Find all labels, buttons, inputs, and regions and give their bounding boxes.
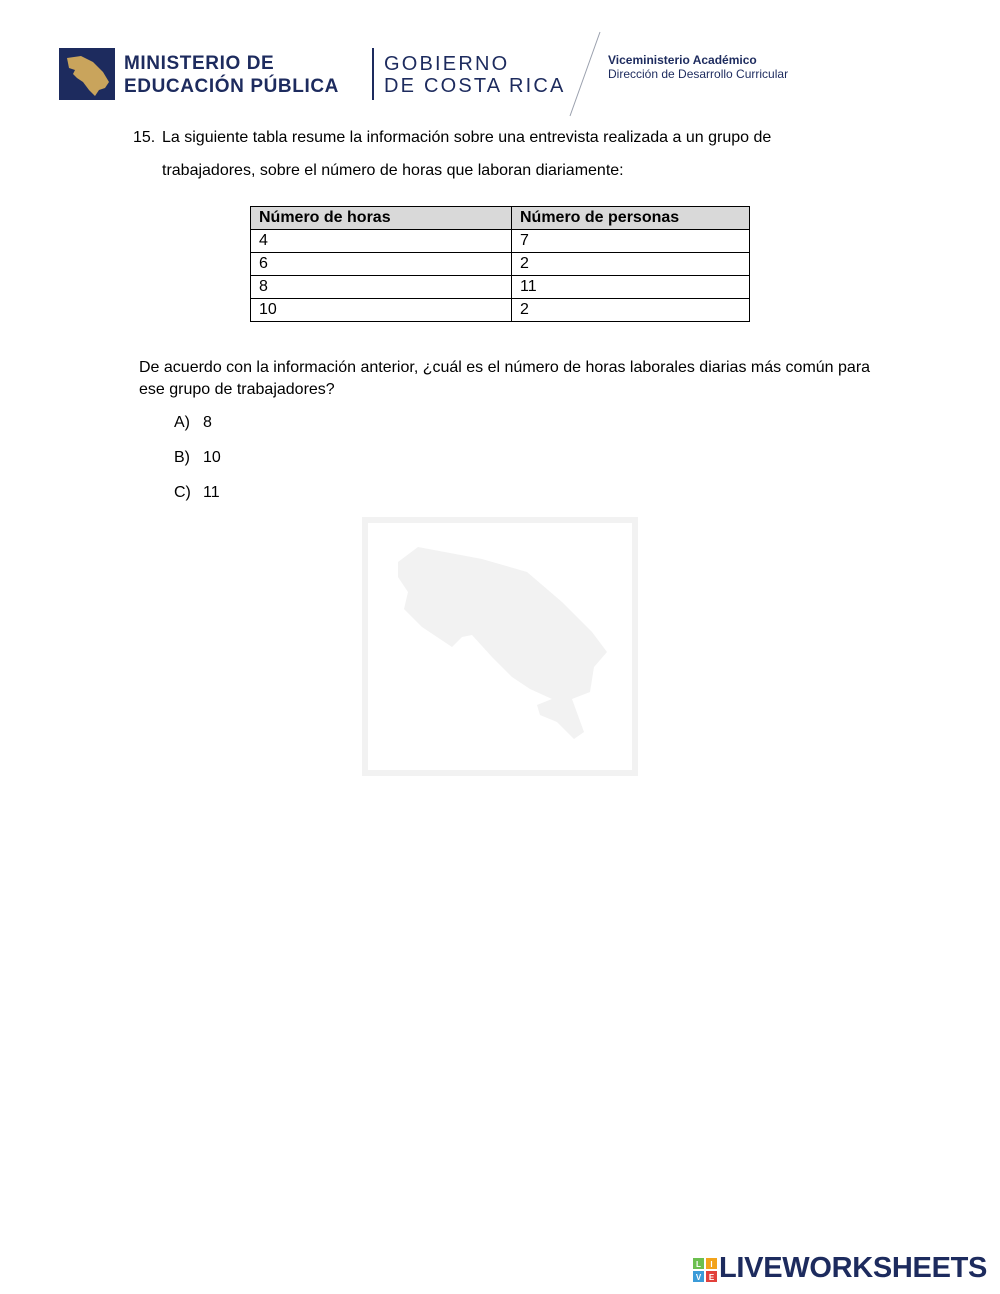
- liveworksheets-brand: LIVEWORKSHEETS: [719, 1252, 988, 1284]
- header-slash-divider: [566, 30, 606, 120]
- header-divider: [372, 48, 374, 100]
- logo-letter: L: [696, 1260, 701, 1269]
- table-cell: 6: [251, 253, 512, 276]
- option-value: 8: [203, 414, 212, 431]
- table-row: [251, 276, 750, 299]
- costa-rica-map-icon: [59, 48, 115, 100]
- table-header-row: [251, 207, 750, 230]
- vice-ministry-block: [608, 53, 788, 81]
- vice-ministry-subtitle: Dirección de Desarrollo Curricular: [608, 67, 789, 81]
- costa-rica-map-watermark-icon: [362, 517, 638, 776]
- table-header-people: Número de personas: [512, 207, 750, 230]
- hours-table: [250, 206, 750, 322]
- ministry-name: [124, 52, 339, 98]
- ministry-logo: [59, 48, 115, 100]
- table-cell: 2: [512, 299, 750, 322]
- liveworksheets-logo-icon: [693, 1258, 717, 1282]
- table-row: [251, 230, 750, 253]
- ministry-line-1: MINISTERIO DE: [124, 53, 275, 74]
- table-cell: 2: [512, 253, 750, 276]
- option-label: B): [174, 449, 190, 466]
- option-label: C): [174, 484, 191, 501]
- table-cell: 4: [251, 230, 512, 253]
- logo-letter: V: [695, 1273, 702, 1282]
- logo-letter: I: [710, 1260, 713, 1269]
- option-value: 10: [203, 449, 221, 466]
- government-name: [384, 53, 566, 97]
- option-value: 11: [203, 484, 220, 501]
- government-line-2: DE COSTA RICA: [384, 75, 566, 97]
- logo-letter: E: [708, 1273, 715, 1282]
- vice-ministry-title: Viceministerio Académico: [608, 53, 757, 67]
- table-header-hours: Número de horas: [251, 207, 512, 230]
- table-cell: 8: [251, 276, 512, 299]
- question-text-line-2: trabajadores, sobre el número de horas que laboran diariamente:: [162, 162, 624, 179]
- table-cell: 10: [251, 299, 512, 322]
- question-number: 15.: [133, 129, 156, 146]
- option-label: A): [174, 414, 190, 431]
- question-text-line-1: La siguiente tabla resume la información sobre una entrevista realizada a un grupo de: [162, 129, 772, 146]
- question-prompt: De acuerdo con la información anterior, ¿cuál es el número de horas laborales diarias más común para ese grupo de trabajadores?: [139, 359, 871, 398]
- answer-option-a[interactable]: [174, 414, 212, 432]
- government-line-1: GOBIERNO: [384, 53, 510, 75]
- table-row: [251, 253, 750, 276]
- answer-option-b[interactable]: [174, 449, 221, 467]
- table-row: [251, 299, 750, 322]
- table-cell: 7: [512, 230, 750, 253]
- answer-option-c[interactable]: [174, 484, 220, 502]
- table-cell: 11: [512, 276, 750, 299]
- ministry-line-2: EDUCACIÓN PÚBLICA: [124, 76, 339, 97]
